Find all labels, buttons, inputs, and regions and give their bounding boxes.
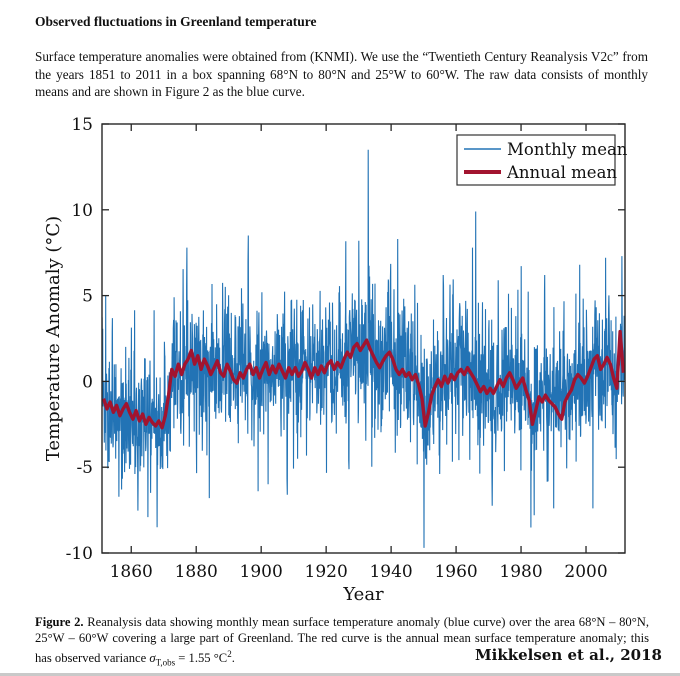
variance-exponent: 2 xyxy=(227,649,232,659)
figure-caption-label: Figure 2. xyxy=(35,615,84,629)
y-tick-label: 0 xyxy=(82,372,93,393)
y-tick-label: 15 xyxy=(71,115,93,135)
x-tick-label: 1920 xyxy=(304,562,348,582)
y-tick-label: 10 xyxy=(71,200,93,221)
sigma-subscript: T,obs xyxy=(155,657,176,668)
x-tick-label: 1860 xyxy=(109,562,153,582)
section-title: Observed fluctuations in Greenland temperature xyxy=(35,14,317,29)
x-tick-label: 1960 xyxy=(434,562,478,582)
legend-label-annual: Annual mean xyxy=(507,163,618,182)
x-tick-label: 1900 xyxy=(239,562,283,582)
sigma-symbol: σ xyxy=(149,651,156,666)
y-axis-label: Temperature Anomaly (°C) xyxy=(43,215,64,462)
x-tick-label: 1940 xyxy=(369,562,413,582)
x-tick-label: 2000 xyxy=(564,562,608,582)
y-tick-label: -5 xyxy=(76,458,93,479)
legend-label-monthly: Monthly mean xyxy=(507,140,628,159)
y-tick-label: -10 xyxy=(65,544,93,564)
monthly-mean-series xyxy=(102,150,625,548)
x-tick-label: 1980 xyxy=(499,562,543,582)
caption-period: . xyxy=(231,651,235,666)
x-axis-label: Year xyxy=(343,584,384,605)
figure-caption-body: Reanalysis data showing monthly mean surface temperature anomaly (blue curve) over the area 68°N – 80°N, 25°W – 60°W covering a large part of Greenland. The red curve is the annual mean surface temperature anomaly; this has observed variance xyxy=(35,615,649,666)
variance-value: = 1.55 °C xyxy=(175,651,228,666)
x-tick-label: 1880 xyxy=(174,562,218,582)
attribution: Mikkelsen et al., 2018 xyxy=(475,646,662,664)
y-tick-label: 5 xyxy=(82,286,93,307)
intro-paragraph: Surface temperature anomalies were obtained from (KNMI). We use the “Twentieth Century Reanalysis V2c” from the years 1851 to 2011 in a box spanning 68°N to 80°N and 25°W to 60°W. The raw data consists of monthly means and are shown in Figure 2 as the blue curve. xyxy=(35,49,648,99)
